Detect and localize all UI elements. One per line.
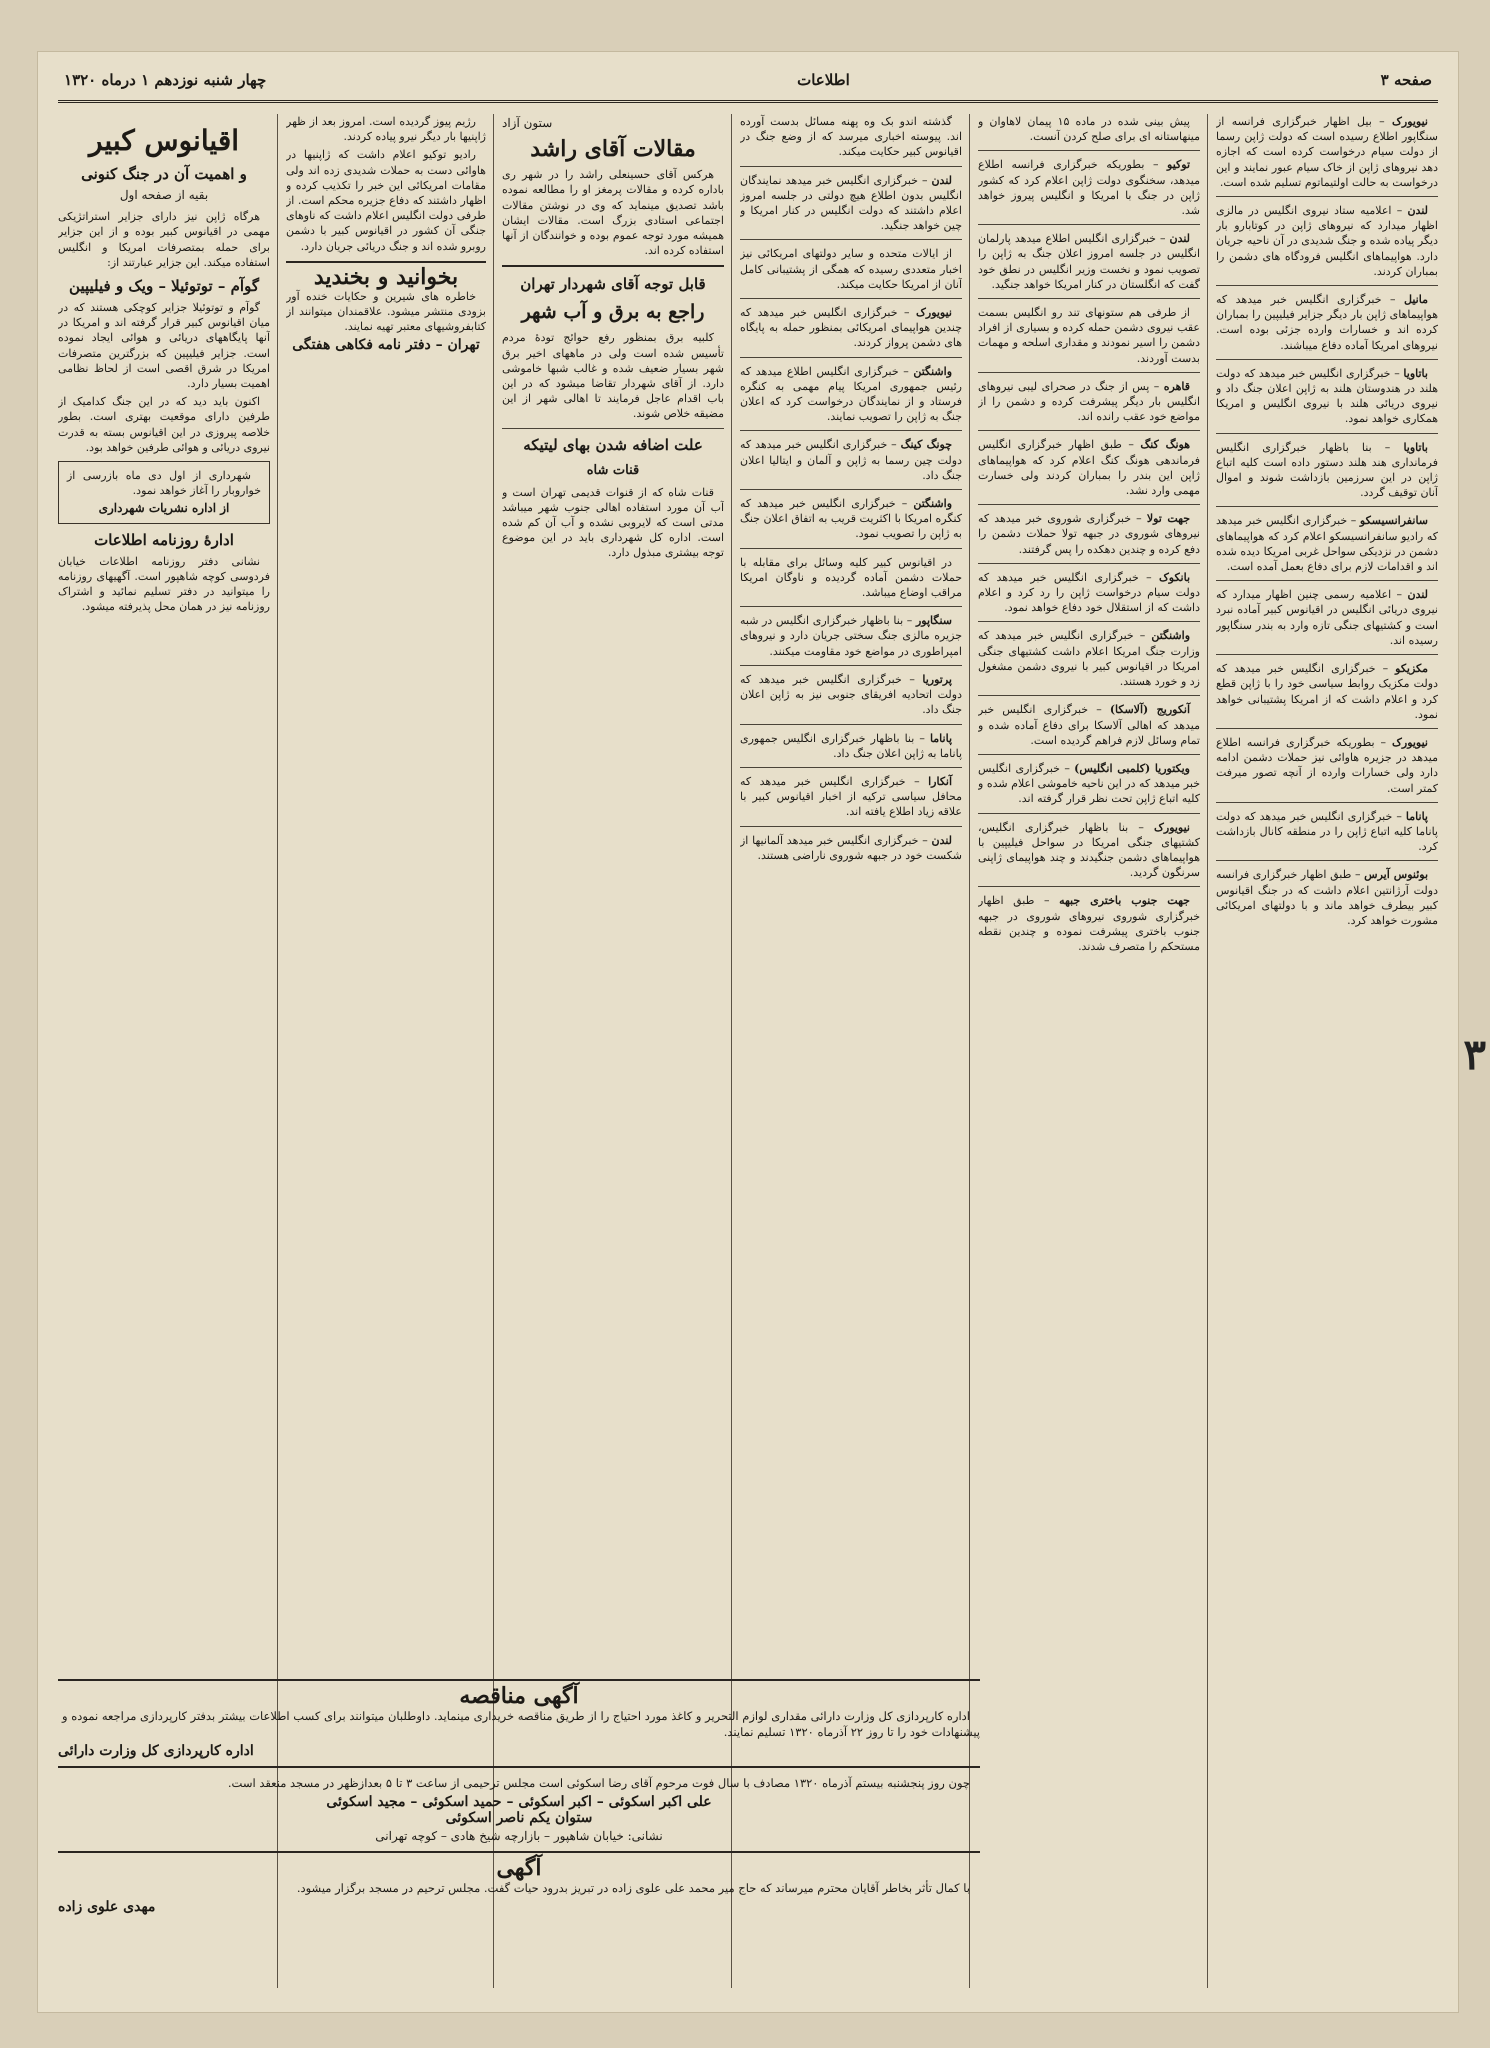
dateline: توکیو [1167, 158, 1191, 172]
dateline: واشنگتن [913, 364, 952, 378]
municipality-box [58, 461, 270, 524]
dateline: پاناما [1405, 809, 1428, 823]
dateline: پاناما [929, 731, 953, 745]
notice-head-ettelaat: ادارهٔ روزنامه اطلاعات [94, 530, 234, 549]
news-brief [978, 437, 1200, 498]
brief-text: – خبرگزاری انگلیس خبر میدهد که دولت هلند در هندوستان هلند به ژاپن اعلان جنگ داد و نیروی دریائی هلند با نیروی انگلیس و امریکا همکاری خواهد نمود. [1216, 366, 1438, 426]
news-brief [740, 496, 962, 542]
divider [978, 886, 1200, 887]
news-brief [740, 364, 962, 425]
brief-text: – طبق اظهار خبرگزاری فرانسه دولت آرژانتین اعلام داشت که در جنگ اقیانوس کبیر بیطرف خواهد ماند و با دولتهای امریکائی مشورت خواهد کرد. [1216, 868, 1438, 927]
news-brief [1216, 735, 1438, 796]
divider [1216, 580, 1438, 581]
masthead [58, 60, 1438, 103]
brief-text: – بطوریکه خبرگزاری فرانسه اطلاع میدهد در جزیره هاوائی نیز حملات دشمن ادامه دارد ولی خسارات وارده از آنچه تصور میرفت کمتر است. [1216, 735, 1438, 795]
dateline: جهت تولا [1146, 512, 1190, 526]
dateline: لندن [1407, 588, 1429, 602]
news-brief [740, 731, 962, 761]
column-label: ستون آزاد [502, 116, 553, 130]
box-signature: از اداره نشریات شهرداری [98, 501, 230, 516]
column-rule [1207, 114, 1208, 1988]
divider [740, 357, 962, 358]
continued-note: بقیه از صفحه اول [119, 188, 209, 202]
dateline: واشنگتن [913, 497, 953, 511]
notice-signature: تهران – دفتر نامه فکاهی هفتگی [292, 336, 480, 353]
brief-text: گذشته اندو بک وه پهنه مسائل بدست آورده اند. پیوسته اخباری میرسد که از وضع جنگ در اقیانوس کبیر حکایت میکند. [740, 115, 962, 159]
news-brief [978, 157, 1200, 218]
divider [740, 298, 962, 299]
news-brief [978, 305, 1200, 366]
divider [1216, 359, 1438, 360]
section-title-price: علت اضافه شدن بهای لیتیکه [523, 435, 703, 454]
tender-body: اداره کارپردازی کل وزارت دارائی مقداری لوازم التحریر و کاغذ مورد احتیاج را از طریق مناقصه خریداری مینماید. داوطلبان میتوانند برای کسب اطلاعات بیشتر بدفتر کارپردازی مراجعه نموده و پیشنهادات خود را تا روز ۲۲ آذرماه ۱۳۲۰ تسلیم نمایند. [62, 1709, 980, 1739]
issue-date: چهار شنبه نوزدهم ۱ درماه ۱۳۲۰ [64, 71, 267, 89]
dateline: مانیل [1404, 293, 1428, 307]
news-brief [978, 511, 1200, 557]
brief-text: – خبرگزاری انگلیس خبر میدهد آلمانیها از شکست خود در جبهه شوروی ناراضی هستند. [740, 833, 962, 862]
headline-electricity-water: راجع به برق و آب شهر [521, 301, 705, 324]
dateline: لندن [931, 833, 953, 847]
divider [740, 430, 962, 431]
news-brief [740, 305, 962, 351]
divider [1216, 860, 1438, 861]
divider [978, 621, 1200, 622]
section-title-mayor: قابل توجه آقای شهردار تهران [520, 275, 706, 294]
memorial-address: نشانی: خیابان شاهپور – بازارچه شیخ هادی – کوچه تهرانی [375, 1829, 663, 1843]
brief-text: از طرفی هم ستونهای تند رو انگلیس بسمت عقب نیروی دشمن حمله کرده و بسیاری از افراد دشمن را اسیر نمودند و مقداری اسلحه و مهمات بدست آوردند. [978, 306, 1200, 365]
divider [58, 1851, 980, 1853]
brief-text: – خبرگزاری انگلیس خبر میدهد که دولت اتحادیه افریقای جنوبی نیز به ژاپن اعلان جنگ داد. [740, 672, 962, 717]
memorial-notice: چون روز پنجشنبه بیستم آذرماه ۱۳۲۰ مصادف با سال فوت مرحوم آقای رضا اسکوئی است مجلس ترحیمی از ساعت ۳ تا ۵ بعدازظهر در مسجد منعقد است. [227, 1776, 970, 1790]
memorial-names: علی اکبر اسکوئی – اکبر اسکوئی – حمید اسکوئی – مجید اسکوئی [326, 1794, 712, 1810]
divider [502, 428, 724, 429]
newspaper-page [38, 52, 1458, 2012]
news-brief [978, 114, 1200, 144]
dateline: جهت جنوب باختری جبهه [1059, 894, 1190, 908]
divider [978, 430, 1200, 431]
brief-text: – خبرگزاری انگلیس خبر میدهد که دولت سیام درخواست ژاپن را رد کرد و اعلام داشت که از استقلال خود دفاع خواهد نمود. [978, 570, 1200, 615]
article-body: رادیو توکیو اعلام داشت که ژاپنیها در هاوائی دست به حملات شدیدی زده اند ولی مقامات امریکائی این خبر را تکذیب کرده و اظهار داشتند که دفاع جزیره محکم است. از طرفی دولت انگلیس اعلام داشت که ناوهای جنگی آن کشور در اقیانوس کبیر با دشمن روبرو شده اند و جنگ دریائی جریان دارد. [286, 148, 486, 253]
divider [978, 563, 1200, 564]
dateline: آنکوریج (آلاسکا) [1109, 703, 1191, 717]
news-brief [1216, 661, 1438, 722]
headline-rashed: مقالات آقای راشد [530, 136, 696, 163]
article-body: هرگاه ژاپن نیز دارای جزایر استراتژیکی مهمی در اقیانوس کبیر بوده و از این جزایر برای حمله بمتصرفات امریکا و انگلیس استفاده میکند. این جزایر عبارتند از: [58, 210, 270, 269]
agahi-signature: مهدی علوی زاده [58, 1899, 156, 1915]
dateline: سانفرانسیسکو [1359, 514, 1429, 528]
paper-name: اطلاعات [797, 71, 850, 89]
dateline: نیویورک [1392, 735, 1428, 749]
divider [740, 767, 962, 768]
article-body: کلبیه برق بمنظور رفع حوائج تودهٔ مردم تأسیس شده است ولی در ماههای اخیر برق شهر بسیار ضعیف شده و غالب شبها خاموشی دارد. از آقای شهردار تقاضا میشود که در این باب اقدام عاجل فرمایند تا اهالی شهر از این مضیقه خلاص شوند. [502, 331, 724, 421]
subhead-pacific: و اهمیت آن در جنگ کنونی [81, 165, 247, 183]
brief-text: – خبرگزاری انگلیس خبر میدهد که هواپیماهای ژاپن بار دیگر جزایر فیلیپین را بمباران کرده اند و خسارات وارده جزئی بوده است. نیروهای امریکا آماده دفاع میباشند. [1216, 293, 1438, 352]
news-brief [740, 555, 962, 601]
brief-text: – خبرگزاری شوروی خبر میدهد که نیروهای شوروی در جبهه تولا حملات دشمن را دفع کرده و چندین دهکده را پس گرفتند. [978, 512, 1200, 556]
dateline: نیویورک [1392, 115, 1428, 128]
news-brief [740, 437, 962, 483]
dateline: چونگ کینگ [900, 438, 952, 452]
news-brief [740, 774, 962, 820]
brief-text: – طبق اظهار خبرگزاری انگلیس فرماندهی هونگ کنگ اعلام کرد که هواپیماهای ژاپن این بندر را بمباران کردند ولی خسارت مهمی وارد نشد. [978, 438, 1200, 498]
brief-text: – خبرگزاری انگلیس اطلاع میدهد پارلمان انگلیس در جلسه امروز اعلان جنگ به ژاپن را تصویب نمود و نخست وزیر انگلیس در نطق خود گفت که انگلستان در کنار امریکا خواهد جنگید. [978, 232, 1200, 291]
news-brief [978, 231, 1200, 292]
article-body: اکنون باید دید که در این جنگ کدامیک از طرفین دارای موقعیت بهتری است. بطور خلاصه پیروزی در این اقیانوس بسته به قدرت نیروی دریائی و هوائی طرفین خواهد بود. [58, 395, 270, 454]
news-brief [740, 114, 962, 160]
divider [740, 606, 962, 607]
brief-text: – طبق اظهار خبرگزاری شوروی نیروهای شوروی در جبهه جنوب باختری پیشرفت نموده و چندین نقطه مستحکم را متصرف شدند. [978, 894, 1200, 953]
news-brief [1216, 366, 1438, 427]
news-brief [740, 173, 962, 234]
divider [978, 504, 1200, 505]
divider [740, 826, 962, 827]
brief-text: – بنا باظهار خبرگزاری انگلیس، کشتیهای جنگی امریکا در سواحل فیلیپین با هواپیماهای دشمن جنگیدند و چند هواپیمای ژاپنی سرنگون گردید. [978, 820, 1200, 880]
divider [740, 665, 962, 666]
divider [502, 265, 724, 267]
news-brief [978, 761, 1200, 807]
dateline: باتاویا [1403, 440, 1428, 454]
article-body: گوآم و توتوئیلا جزایر کوچکی هستند که در میان اقیانوس کبیر قرار گرفته اند و امریکا در آنها پایگاههای دریائی و هوائی ایجاد نموده است. جزایر فیلیپین که بزرگترین متصرفات امریکا در شرق اقصی است از لحاظ نظامی اهمیت بسیار دارد. [58, 301, 270, 391]
brief-text: – خبرگزاری انگلیس خبر میدهد که چندین هواپیمای امریکائی بمنظور حمله به پایگاه های دشمن پرواز کردند. [740, 306, 962, 350]
divider [740, 239, 962, 240]
page-margin-mark: ۳ [1463, 1030, 1486, 1079]
brief-text: – بنا باظهار خبرگزاری انگلیس فرمانداری هند هلند دستور داده است کلیه اتباع ژاپن در این سرزمین بازداشت شوند و اموال آنان توقیف گردد. [1216, 440, 1438, 500]
news-brief [1216, 809, 1438, 855]
brief-text: – خبرگزاری انگلیس خبر میدهد که اهالی آلاسکا برای دفاع آماده شده و تمام وسائل لازم فراهم گردیده است. [978, 703, 1200, 747]
brief-text: – خبرگزاری انگلیس خبر میدهد که رادیو سانفرانسیسکو اعلام کرد که هواپیماهای دشمن در نزدیکی سواحل غربی امریکا دیده شده اند و اقدامات لازم برای دفاع بعمل آمده است. [1216, 514, 1438, 574]
dateline: لندن [931, 173, 952, 187]
brief-text: در اقیانوس کبیر کلیه وسائل برای مقابله با حملات دشمن آماده گردیده و ناوگان امریکا مراقب اوضاع میباشد. [740, 555, 962, 600]
dateline: لندن [1407, 204, 1428, 218]
article-body: قنات شاه که از قنوات قدیمی تهران است و آب آن مورد استفاده اهالی جنوب شهر میباشد مدتی است که لایروبی نشده و آب آن کم شده است. اداره کل شهرداری باید در این موضوع توجه بیشتری مبذول دارد. [502, 485, 724, 560]
news-brief [978, 820, 1200, 881]
divider [58, 1679, 980, 1681]
dateline: قاهره [1163, 379, 1191, 393]
divider [740, 166, 962, 167]
divider [978, 224, 1200, 225]
news-brief [740, 672, 962, 718]
dateline: باتاویا [1403, 366, 1428, 380]
article-body: هرکس آقای حسینعلی راشد را در شهر ری باداره کرده و مقالات پرمغز او را مطالعه نموده باشد تصدیق مینماید که وی در نوشتن مقالات اجتماعی استادی بزرگ است. مقالات ایشان همیشه مورد توجه عموم بوده و خوانندگان از آنها استفاده کرده اند. [502, 168, 724, 258]
dateline: مکزیکو [1395, 662, 1429, 676]
news-brief [1216, 203, 1438, 279]
divider [740, 548, 962, 549]
news-brief [1216, 292, 1438, 353]
agahi-body: با کمال تأثر بخاطر آقایان محترم میرساند که حاج میر محمد علی علوی زاده در تبریز بدرود حیات گفت. مجلس ترحیم در مسجد برگزار میشود. [296, 1881, 970, 1895]
divider [978, 754, 1200, 755]
column-2 [978, 114, 1200, 1988]
divider [1216, 196, 1438, 197]
dateline: لندن [1169, 232, 1191, 246]
dateline: ویکتوریا (کلمبی انگلیس) [1074, 761, 1190, 775]
news-brief [978, 702, 1200, 748]
dateline: بوئنوس آیرس [1364, 868, 1428, 882]
divider [1216, 654, 1438, 655]
brief-text: – بنا باظهار خبرگزاری انگلیس جمهوری پاناما به ژاپن اعلان جنگ داد. [740, 731, 962, 760]
divider [978, 298, 1200, 299]
tender-signature: اداره کارپردازی کل وزارت دارائی [58, 1743, 254, 1759]
box-text: شهرداری از اول دی ماه بازرسی از خواروبار را آغاز خواهد نمود. [67, 469, 261, 498]
brief-text: – خبرگزاری انگلیس خبر میدهد که وزارت جنگ امریکا اعلام داشت کشتیهای جنگی امریکا در اقیانوس کبیر با نیروی دشمن مشغول زد و خورد هستند. [978, 629, 1200, 689]
divider [1216, 728, 1438, 729]
news-brief [1216, 114, 1438, 190]
news-brief [740, 613, 962, 659]
brief-text: – بنا باظهار خبرگزاری انگلیس در شبه جزیره مالزی جنگ سختی جریان دارد و نیروهای امپراطوری در مواضع خود مقاومت میکنند. [740, 614, 962, 658]
divider [58, 1766, 980, 1768]
brief-text: – بیل اظهار خبرگزاری فرانسه از سنگاپور اطلاع رسیده است که دولت ژاپن رسما از دولت سیام درخواست کرده است که اجازه دهد نیروهای ژاپن از خاک سیام عبور نمایند و این درخواست به حالت اولتیماتوم تسلیم شده است. [1216, 115, 1438, 189]
brief-text: – خبرگزاری انگلیس خبر میدهد که دولت مکزیک روابط سیاسی خود را با ژاپن قطع کرد و اعلام داشت که از امریکا پشتیبانی خواهد نمود. [1216, 662, 1438, 721]
divider [1216, 506, 1438, 507]
news-brief [1216, 440, 1438, 501]
brief-text: – خبرگزاری انگلیس خبر میدهد که محافل سیاسی ترکیه از اخبار اقیانوس کبیر با علاقه زیاد اطلاع یافته اند. [740, 774, 962, 819]
divider [286, 261, 486, 263]
dateline: هونگ کنگ [1140, 438, 1191, 452]
subsection-islands: گوآم – توتوئیلا – ویک و فیلیپین [69, 277, 259, 296]
headline-pacific: اقیانوس کبیر [88, 124, 239, 157]
brief-text: – خبرگزاری انگلیس اطلاع میدهد که رئیس جمهوری امریکا پیام مهمی به کنگره فرستاد و از نمایندگان درخواست کرد که اعلان جنگ به ژاپن را تصویب نمایند. [740, 364, 962, 424]
dateline: سنگاپور [915, 614, 952, 628]
notice-title-read-laugh: بخوانید و بخندید [313, 263, 459, 290]
dateline: واشنگتن [1151, 629, 1191, 643]
divider [978, 372, 1200, 373]
brief-text: پیش بینی شده در ماده ۱۵ پیمان لاهاوان و مینهاستانه ای برای صلح کردن آنست. [978, 115, 1200, 144]
news-brief [978, 379, 1200, 425]
dateline: پرتوریا [922, 672, 952, 686]
memorial-names-2: ستوان یکم ناصر اسکوئی [445, 1810, 593, 1826]
brief-text: – خبرگزاری انگلیس خبر میدهد که در این ناحیه خاموشی اعلام شده و کلیه اتباع ژاپن تحت نظر قرار گرفته اند. [978, 761, 1200, 806]
divider [740, 489, 962, 490]
brief-text: از ایالات متحده و سایر دولتهای امریکائی نیز اخبار متعددی رسیده که همگی از پشتیبانی کامل آنان از امریکا حکایت میکند. [740, 247, 962, 291]
divider [740, 724, 962, 725]
article-body: رژیم پیوز گردیده است. امروز بعد از ظهر ژاپنیها بار دیگر نیرو پیاده کردند. [286, 115, 486, 144]
dateline: نیویورک [1154, 820, 1190, 834]
brief-text: – پس از جنگ در صحرای لیبی نیروهای انگلیس بار دیگر پیشرفت کرده و دشمن را از مواضع خود عقب رانده اند. [978, 379, 1200, 424]
dateline: آنکارا [928, 774, 953, 788]
divider [978, 813, 1200, 814]
brief-text: – خبرگزاری انگلیس خبر میدهد که کنگره امریکا با اکثریت قریب به اتفاق اعلان جنگ به ژاپن را تصویب نمود. [740, 497, 962, 541]
dateline: بانکوک [1158, 570, 1191, 584]
notice-body: نشانی دفتر روزنامه اطلاعات خیابان فردوسی کوچه شاهپور است. آگهیهای روزنامه را میتوانید در دفتر تسلیم نمائید و اشتراک روزنامه نیز در همان محل پذیرفته میشود. [58, 554, 270, 614]
page-number: صفحه ۳ [1380, 71, 1432, 89]
tender-title: آگهی مناقصه [459, 1683, 579, 1709]
brief-text: – خبرگزاری انگلیس خبر میدهد که دولت چین رسما به ژاپن و آلمان و ایتالیا اعلان جنگ داد. [740, 438, 962, 482]
agahi-title: آگهی [496, 1855, 542, 1881]
brief-text: – اعلامیه رسمی چنین اظهار میدارد که نیروی دریائی انگلیس در اقیانوس کبیر آماده نبرد است و کشتیهای جنگی تازه وارد به بندر سنگاپور رسیده اند. [1216, 588, 1438, 647]
tender-notice [58, 1672, 980, 1915]
brief-text: – بطوریکه خبرگزاری فرانسه اطلاع میدهد، سخنگوی دولت ژاپن اعلام کرد که کشور ژاپن در جنگ با امریکا و انگلیس پیروز خواهد شد. [978, 158, 1200, 218]
column-1 [1216, 114, 1438, 1988]
news-brief [978, 893, 1200, 954]
dateline: نیویورک [916, 306, 952, 320]
section-sub-qanat: قنات شاه [586, 462, 640, 478]
news-brief [740, 246, 962, 292]
news-brief [740, 833, 962, 863]
divider [1216, 285, 1438, 286]
news-brief [1216, 867, 1438, 928]
divider [978, 695, 1200, 696]
news-brief [978, 570, 1200, 616]
brief-text: – خبرگزاری انگلیس خبر میدهد که دولت پاناما کلیه اتباع ژاپن را در منطقه کانال بازداشت کرد. [1216, 809, 1438, 854]
brief-text: – خبرگزاری انگلیس خبر میدهد نمایندگان انگلیس بدون اطلاع هیچ دولتی در جلسه امروز اعلام داشتند که دولت انگلیس در کنار امریکا و چین خواهد جنگید. [740, 173, 962, 233]
divider [1216, 433, 1438, 434]
notice-body: خاطره های شیرین و حکایات خنده آور بزودی منتشر میشود. علاقمندان میتوانند از کتابفروشیهای معتبر تهیه نمایند. [286, 290, 486, 334]
news-brief [978, 628, 1200, 689]
divider [1216, 802, 1438, 803]
brief-text: – اعلامیه ستاد نیروی انگلیس در مالزی اظهار میدارد که نیروهای ژاپن در کوتابارو بار دیگر پیاده شده و جنگ شدیدی در آن ناحیه جریان دارد. هواپیماهای انگلیس فرودگاه های دشمن را بمباران کردند. [1216, 204, 1438, 278]
news-brief [1216, 587, 1438, 648]
news-brief [1216, 513, 1438, 574]
divider [978, 150, 1200, 151]
